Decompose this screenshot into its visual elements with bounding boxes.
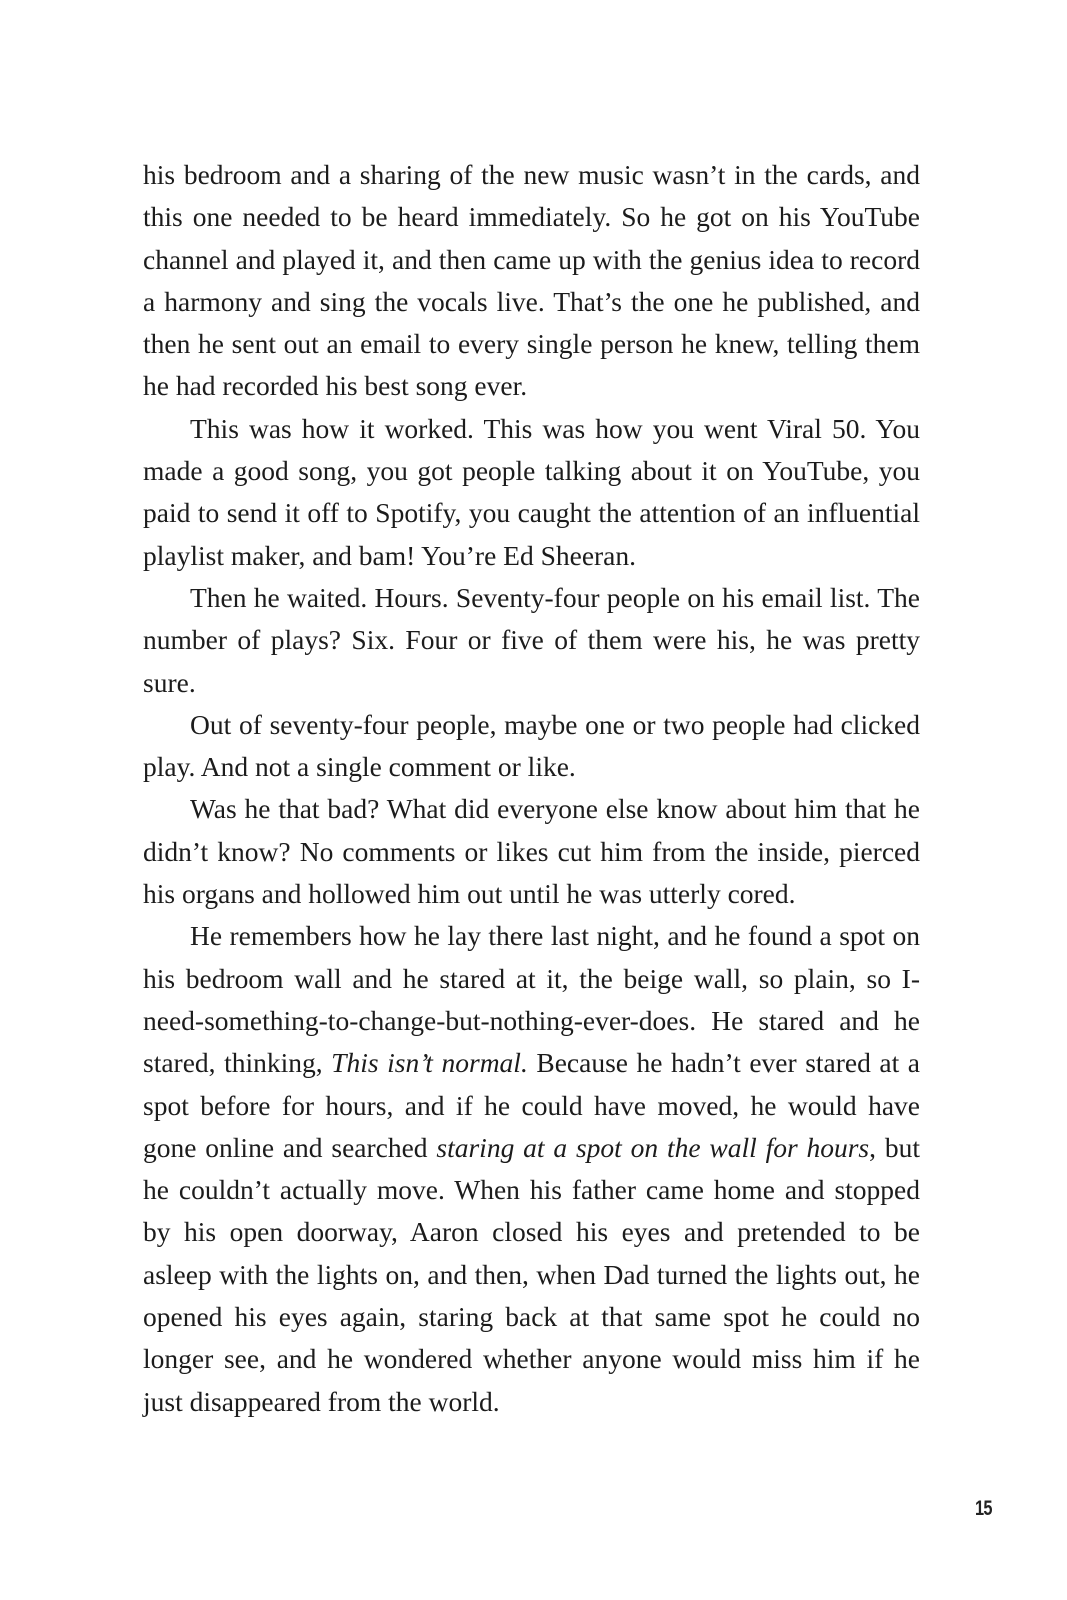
paragraph-6-italic-thought: This isn’t normal. — [331, 1047, 528, 1079]
paragraph-3: Then he waited. Hours. Seventy-four people on his email list. The number of plays? Six. Four or five of them were his, he was pretty sure. — [143, 581, 920, 698]
page-number: 15 — [975, 1497, 992, 1520]
paragraph-2: This was how it worked. This was how you went Viral 50. You made a good song, you got people talking about it on YouTube, you paid to send it off to Spotify, you caught the attention of an influential playlist maker, and bam! You’re Ed Sheeran. — [143, 412, 920, 571]
paragraph-6-text-c: , but he couldn’t actually move. When his father came home and stopped by his open doorway, Aaron closed his eyes and pretended to be asleep with the lights on, and then, when Dad turned the lights out, he opened his eyes again, staring back at that same spot he could no longer see, and he wondered whether anyone would miss him if he just disappeared from the world. — [143, 1131, 920, 1417]
paragraph-6-text-a: He remembers how he lay there last night, and he found a spot on his bedroom wall and he stared at it, the beige wall, so plain, so I-need-something-to-change-but-nothing-ever-does. He stared and he stared, thinking, — [143, 920, 920, 1079]
paragraph-6 — [143, 915, 920, 1423]
paragraph-6-italic-search: staring at a spot on the wall for hours — [436, 1131, 870, 1163]
paragraph-6-text-b: Because he hadn’t ever stared at a spot before for hours, and if he could have moved, he would have gone online and searched — [143, 1047, 920, 1163]
body-text — [143, 154, 920, 1423]
paragraph-5: Was he that bad? What did everyone else know about him that he didn’t know? No comments or likes cut him from the inside, pierced his organs and hollowed him out until he was utterly cored. — [143, 793, 920, 910]
paragraph-1: his bedroom and a sharing of the new music wasn’t in the cards, and this one needed to be heard immediately. So he got on his YouTube channel and played it, and then came up with the genius idea to record a harmony and sing the vocals live. That’s the one he published, and then he sent out an email to every single person he knew, telling them he had recorded his best song ever. — [143, 159, 920, 402]
paragraph-4: Out of seventy-four people, maybe one or two people had clicked play. And not a single comment or like. — [143, 708, 920, 783]
